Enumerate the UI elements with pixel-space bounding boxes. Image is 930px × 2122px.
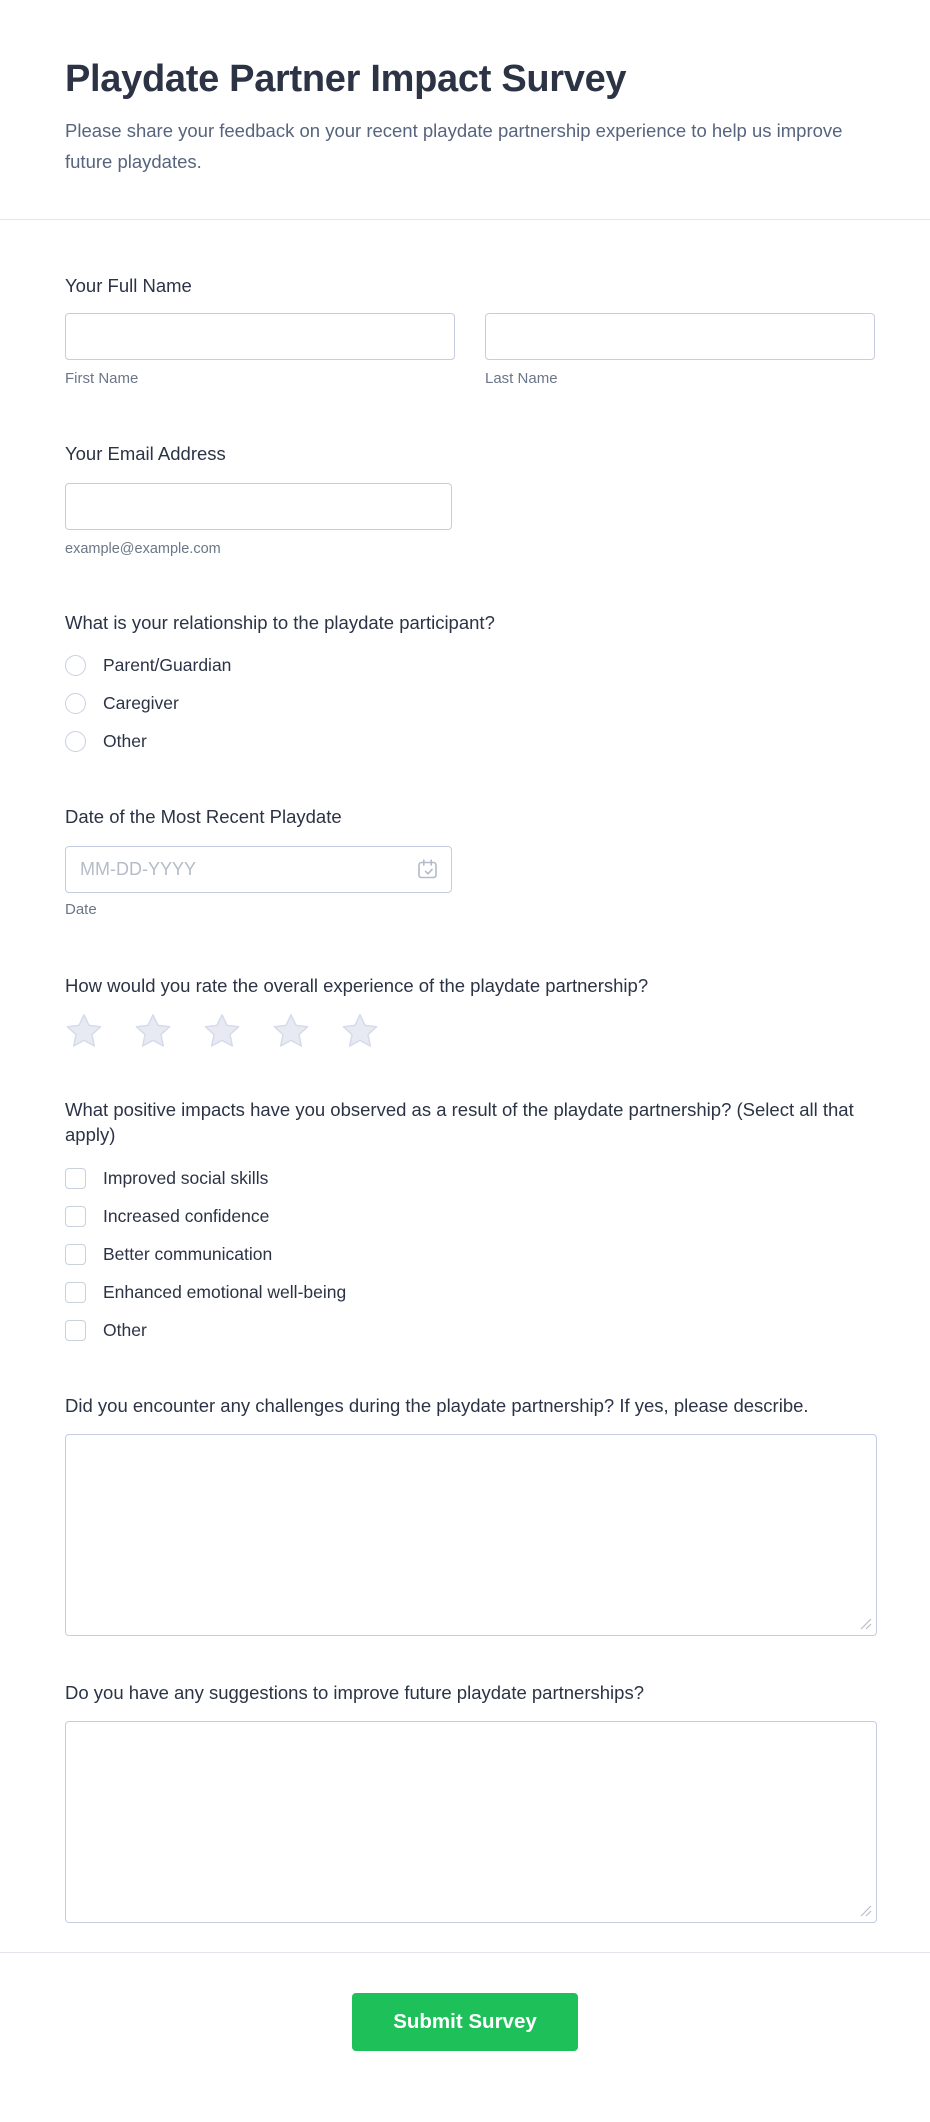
checkbox-input-other[interactable] <box>65 1320 86 1341</box>
checkbox-option-label: Increased confidence <box>103 1205 270 1226</box>
radio-input-caregiver[interactable] <box>65 693 86 714</box>
last-name-input[interactable] <box>485 313 875 360</box>
question-challenges <box>65 1393 877 1636</box>
last-name-sublabel: Last Name <box>485 370 558 387</box>
submit-bar <box>0 1953 930 2101</box>
checkbox-input-improved-social-skills[interactable] <box>65 1168 86 1189</box>
radio-option-label: Parent/Guardian <box>103 654 232 675</box>
checkbox-option-label: Other <box>103 1319 147 1340</box>
radio-option-caregiver[interactable] <box>65 684 877 722</box>
first-name-sublabel: First Name <box>65 370 139 387</box>
star-icon-1[interactable] <box>65 1012 103 1050</box>
checkbox-option-label: Improved social skills <box>103 1167 269 1188</box>
rating-label: How would you rate the overall experience of the playdate partnership? <box>65 975 649 996</box>
checkbox-option-improved-social-skills[interactable] <box>65 1159 877 1197</box>
calendar-icon[interactable] <box>416 858 439 881</box>
checkbox-option-label: Better communication <box>103 1243 273 1264</box>
submit-button[interactable]: Submit Survey <box>352 1993 578 2051</box>
email-input[interactable] <box>65 483 452 530</box>
question-full-name <box>65 273 877 388</box>
first-name-column <box>65 313 455 388</box>
email-label: Your Email Address <box>65 443 226 464</box>
suggestions-label: Do you have any suggestions to improve future playdate partnerships? <box>65 1682 644 1703</box>
email-sublabel: example@example.com <box>65 541 221 557</box>
date-label: Date of the Most Recent Playdate <box>65 806 342 827</box>
question-suggestions <box>65 1680 877 1923</box>
checkbox-input-better-communication[interactable] <box>65 1244 86 1265</box>
full-name-inputs-row <box>65 313 877 388</box>
checkbox-input-increased-confidence[interactable] <box>65 1206 86 1227</box>
last-name-column <box>485 313 875 388</box>
question-relationship <box>65 610 877 760</box>
form-header <box>0 0 930 220</box>
challenges-label: Did you encounter any challenges during the playdate partnership? If yes, please describe. <box>65 1395 809 1416</box>
form-body <box>0 273 930 1923</box>
star-icon-2[interactable] <box>134 1012 172 1050</box>
challenges-textarea[interactable] <box>65 1434 877 1636</box>
checkbox-option-increased-confidence[interactable] <box>65 1197 877 1235</box>
form-title: Playdate Partner Impact Survey <box>65 58 627 100</box>
star-icon-5[interactable] <box>341 1012 379 1050</box>
suggestions-textarea[interactable] <box>65 1721 877 1923</box>
question-email <box>65 441 877 558</box>
radio-option-other[interactable] <box>65 722 877 760</box>
checkbox-option-better-communication[interactable] <box>65 1235 877 1273</box>
radio-input-other[interactable] <box>65 731 86 752</box>
star-icon-4[interactable] <box>272 1012 310 1050</box>
full-name-label: Your Full Name <box>65 275 192 296</box>
checkbox-option-enhanced-emotional-well-being[interactable] <box>65 1273 877 1311</box>
star-rating <box>65 1012 877 1050</box>
question-impacts <box>65 1097 877 1349</box>
radio-option-label: Caregiver <box>103 692 179 713</box>
suggestions-textarea-wrapper <box>65 1721 877 1923</box>
checkbox-option-label: Enhanced emotional well-being <box>103 1281 347 1302</box>
checkbox-option-other[interactable] <box>65 1311 877 1349</box>
question-rating <box>65 973 877 1050</box>
relationship-label: What is your relationship to the playdate participant? <box>65 612 495 633</box>
checkbox-input-enhanced-emotional-well-being[interactable] <box>65 1282 86 1303</box>
form-subtitle: Please share your feedback on your recent playdate partnership experience to help us improve future playdates. <box>65 120 843 172</box>
impacts-label: What positive impacts have you observed as a result of the playdate partnership? (Select all that apply) <box>65 1099 854 1145</box>
date-input-wrapper <box>65 846 452 893</box>
date-input[interactable] <box>65 846 452 893</box>
radio-option-parent-guardian[interactable] <box>65 646 877 684</box>
date-sublabel: Date <box>65 901 97 918</box>
first-name-input[interactable] <box>65 313 455 360</box>
star-icon-3[interactable] <box>203 1012 241 1050</box>
question-date <box>65 804 877 919</box>
challenges-textarea-wrapper <box>65 1434 877 1636</box>
radio-input-parent-guardian[interactable] <box>65 655 86 676</box>
radio-option-label: Other <box>103 730 147 751</box>
